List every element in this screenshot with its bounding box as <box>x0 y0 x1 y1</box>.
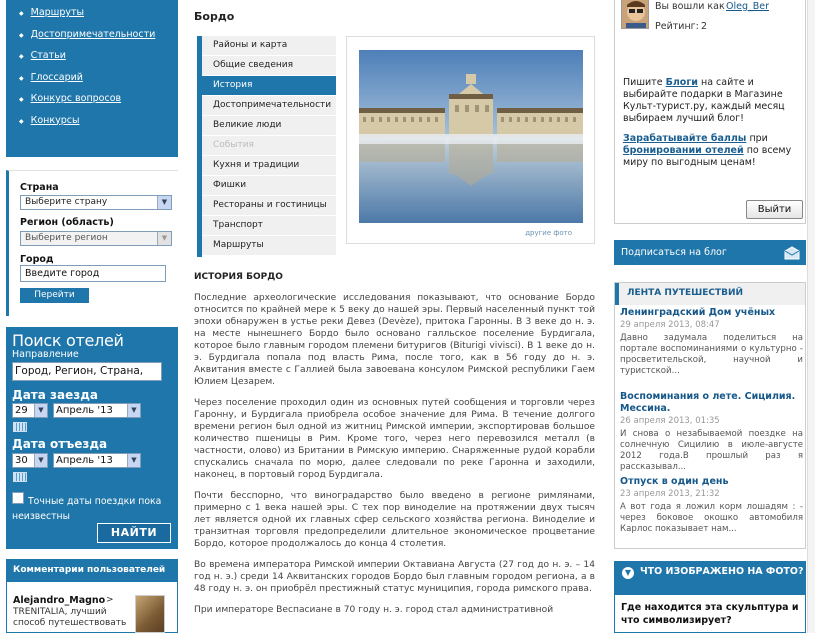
logout-button[interactable]: Выйти <box>746 200 803 219</box>
section-nav-item[interactable]: Великие люди <box>202 116 336 136</box>
photo-quiz <box>614 561 806 633</box>
country-select-value: Выберите страну <box>25 197 108 207</box>
hotel-search <box>6 327 178 549</box>
nav-item-contests[interactable]: ◆ Конкурсы <box>19 110 178 132</box>
username-link[interactable]: Oleg_Ber <box>726 1 770 12</box>
page-title: Бордо <box>194 10 235 23</box>
feed-item-date: 29 апреля 2013, 08:47 <box>620 320 720 330</box>
feed-title: ЛЕНТА ПУТЕШЕСТВИЙ <box>615 283 805 305</box>
calendar-icon[interactable] <box>13 472 27 482</box>
comments-title: Комментарии пользователей <box>7 560 177 582</box>
section-nav-item[interactable]: Транспорт <box>202 216 336 236</box>
nav-item-glossary[interactable]: ◆ Глоссарий <box>19 67 178 89</box>
checkout-day-select[interactable] <box>12 453 48 468</box>
feed-item-date: 23 апреля 2013, 21:32 <box>620 489 720 499</box>
travel-feed <box>614 282 806 549</box>
comment-arrow: > <box>106 595 114 605</box>
earn-points-link[interactable]: Зарабатывайте баллы <box>623 133 747 144</box>
section-nav-item[interactable]: Маршруты <box>202 236 336 256</box>
chevron-down-icon: ▼ <box>157 232 171 245</box>
city-input[interactable]: Введите город <box>20 265 166 282</box>
nav-item-routes[interactable]: ◆ Маршруты <box>19 2 178 24</box>
find-hotels-button[interactable]: НАЙТИ <box>97 523 171 543</box>
comment-text-1: TRENITALIA, лучший <box>13 607 107 617</box>
region-selector <box>6 170 178 316</box>
promo-text: по всему миру по выгодным ценам! <box>623 145 792 168</box>
article-paragraph: Во времена императора Римской империи Октавиана Августа (27 год до н. э. – 14 год н. э.) среди 14 Аквитанских городов Бордо был главным городом региона, а в 48 году н. э. он приобрёл престижный статус муниципия, города римского права. <box>194 560 595 594</box>
chevron-down-icon: ▼ <box>34 454 47 467</box>
feed-item-title[interactable]: Воспоминания о лете. Сицилия. Мессина. <box>620 391 796 414</box>
blogs-link[interactable]: Блоги <box>665 77 698 88</box>
comment-text-2: способ путешествовать <box>13 618 127 628</box>
promo-text: Пишите <box>623 77 663 88</box>
article-title: ИСТОРИЯ БОРДО <box>194 272 283 282</box>
rating-value: 2 <box>701 21 708 32</box>
checkout-day-value: 30 <box>15 455 28 466</box>
page-scrollbar[interactable] <box>807 0 815 633</box>
article-paragraph: Почти бесспорно, что виноградарство было введено в регионе римлянами, примерно с 1 века нашей эры. С тех пор виноделие на протяжении двух тысяч лет является одной их главных сфер сельского хозяйства региона. Виноделие и транзитная торговля предопределили длительное экономическое процветание Бордо, которое продолжалось до конца 4 столетия. <box>194 491 595 549</box>
checkin-month-select[interactable] <box>53 403 141 418</box>
logged-in-prefix: Вы вошли как <box>655 1 725 12</box>
feed-item <box>620 391 803 473</box>
checkin-label: Дата заезда <box>12 388 98 402</box>
envelope-icon <box>784 245 800 259</box>
blog-promo <box>623 77 799 169</box>
photo-quiz-question[interactable]: Где находится эта скульптура и что символизирует? <box>621 602 799 626</box>
chevron-down-icon: ▼ <box>127 454 140 467</box>
region-label: Регион (область) <box>20 217 114 228</box>
country-label: Страна <box>20 182 59 193</box>
nav-item-sights[interactable]: ◆ Достопримечательности <box>19 24 178 46</box>
checkout-month-select[interactable] <box>53 453 141 468</box>
promo-text: на сайте и выбирайте подарки в Магазине Культ-турист.ру, каждый месяц выбираем лучший блог! <box>623 77 785 124</box>
region-select[interactable] <box>20 231 172 246</box>
subscribe-label: Подписаться на блог <box>621 247 727 258</box>
chevron-down-icon: ▼ <box>34 404 47 417</box>
region-select-value: Выберите регион <box>25 233 108 243</box>
hotel-booking-link[interactable]: бронировании отелей <box>623 145 744 156</box>
user-avatar[interactable] <box>621 0 649 29</box>
comment-avatar[interactable] <box>135 595 165 633</box>
section-nav-item-disabled: События <box>202 136 336 156</box>
city-label: Город <box>20 254 54 265</box>
more-photos-link[interactable]: другие фото <box>525 229 572 237</box>
photo-quiz-header <box>615 562 805 595</box>
article-body <box>194 292 595 625</box>
feed-item-date: 26 апреля 2013, 01:35 <box>620 416 720 426</box>
left-nav <box>6 0 178 157</box>
section-nav <box>197 36 336 257</box>
section-nav-item[interactable]: Районы и карта <box>202 36 336 56</box>
hotel-search-title: Поиск отелей <box>12 331 124 350</box>
nav-item-quiz[interactable]: ◆ Конкурс вопросов <box>19 88 178 110</box>
section-nav-item[interactable]: Кухня и традиции <box>202 156 336 176</box>
user-panel <box>614 0 806 224</box>
checkin-day-value: 29 <box>15 405 28 416</box>
direction-input[interactable]: Город, Регион, Страна, <box>12 362 162 381</box>
checkout-month-value: Апрель '13 <box>56 455 113 466</box>
feed-item-text: И снова о незабываемой поездке на солнечную Сицилию в июле-августе 2012 года.В прошлый раз я рассказывал... <box>620 429 803 472</box>
checkout-label: Дата отъезда <box>12 437 108 451</box>
comment-author[interactable]: Alejandro_Magno <box>13 595 106 606</box>
feed-item <box>620 476 803 535</box>
chevron-down-icon: ▼ <box>127 404 140 417</box>
bordeaux-photo[interactable] <box>359 50 583 223</box>
checkin-day-select[interactable] <box>12 403 48 418</box>
feed-item-text: Давно задумала поделиться на портале воспоминаниями о культурно - просветительской, научной и туристской... <box>620 333 803 376</box>
user-comments <box>6 559 178 633</box>
article-paragraph: При императоре Веспасиане в 70 году н. э. город стал административной <box>194 605 554 615</box>
chevron-down-icon: ▼ <box>622 567 634 579</box>
section-nav-item[interactable]: Общие сведения <box>202 56 336 76</box>
feed-item-title[interactable]: Ленинградский Дом учёных <box>620 307 776 318</box>
calendar-icon[interactable] <box>13 422 27 432</box>
exact-dates-label: Точные даты поездки пока неизвестны <box>12 496 162 522</box>
section-nav-item[interactable]: Рестораны и гостиницы <box>202 196 336 216</box>
subscribe-blog-button[interactable] <box>614 240 806 265</box>
promo-text: при <box>749 133 768 144</box>
chevron-down-icon: ▼ <box>157 196 171 209</box>
photo-quiz-title: ЧТО ИЗОБРАЖЕНО НА ФОТО? <box>640 566 804 577</box>
section-nav-item[interactable]: Достопримечательности <box>202 96 336 116</box>
feed-item-text: А вот года я ложил корм лошадям : - через боковое окошко автомобиля Карлос показывает нам... <box>620 502 803 534</box>
section-nav-item-active[interactable]: История <box>202 76 336 96</box>
feed-item-title[interactable]: Отпуск в один день <box>620 476 729 487</box>
photo-gallery <box>346 36 595 244</box>
feed-item <box>620 307 803 377</box>
direction-label: Направление <box>12 349 79 360</box>
go-button[interactable]: Перейти <box>20 288 89 303</box>
section-nav-item[interactable]: Фишки <box>202 176 336 196</box>
country-select[interactable] <box>20 195 172 210</box>
article-paragraph: Последние археологические исследования показывают, что основание Бордо относится по крайней мере к 5 веку до нашей эры. Первый населенный пункт той эпохи обнаружен в устье реки Девез (Devèze), притока Гаронны. В 3 веке до н. э. на месте нынешнего Бордо было основано галльское поселение Бурдигала, которое было главным городом племени битуригов (Biturigi vivisci). В 1 веке до н. э. Бурдигала попала под власть Рима, после того, как в 56 году до н. э. Аквитания вместе с Галлией была завоевана консулом Римской республики Гаем Юлием Цезарем. <box>194 293 595 387</box>
article-paragraph: Через поселение проходил один из основных путей сообщения и торговли через Гаронну, и Бурдигала приобрела особое значение для Рима. В течение долгого времени регион был одной из житниц Римской империи, экспортировав большое количество пшеницы в Рим. Кроме того, через него перевозился металл (в частности, олово) из Британии в Римскую империю. Снаряженные рудой корабли спускались сначала по морю, далее следовали по реке Гаронна и заходили, наконец, в портовый город Бурдигала. <box>194 398 595 480</box>
checkin-month-value: Апрель '13 <box>56 405 113 416</box>
rating-label: Рейтинг: <box>655 21 699 32</box>
nav-item-articles[interactable]: ◆ Статьи <box>19 45 178 67</box>
